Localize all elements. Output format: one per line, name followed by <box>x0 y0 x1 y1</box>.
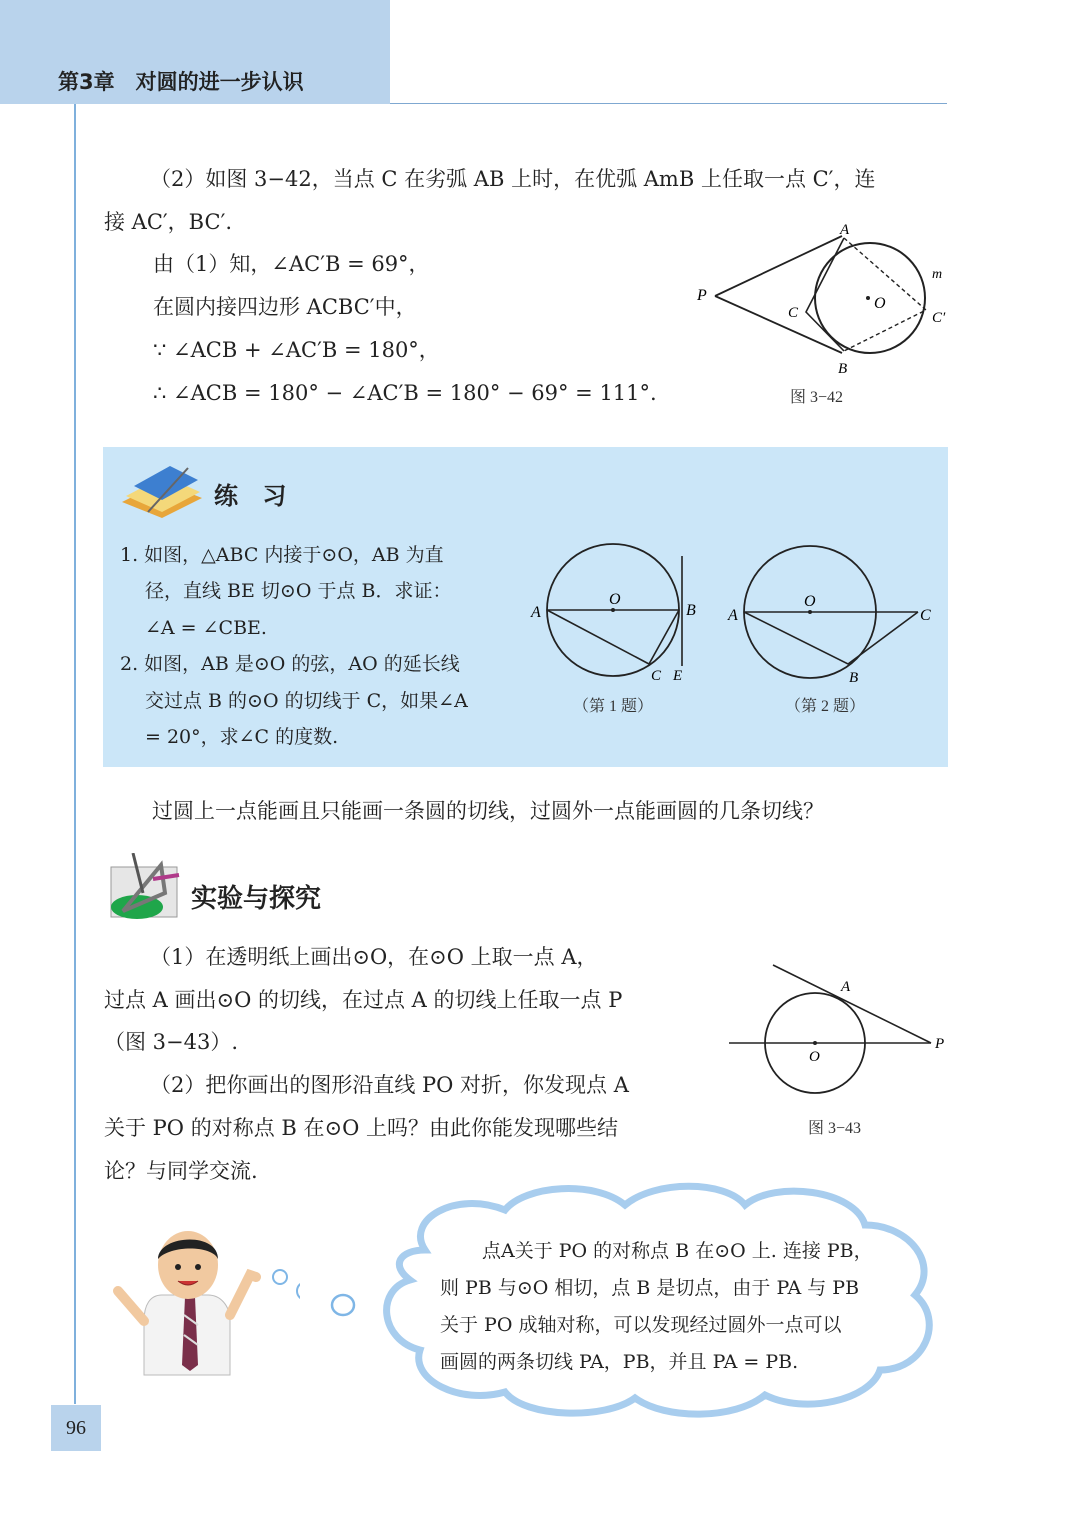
exercise-q2-line-1: 2. 如图，AB 是⊙O 的弦，AO 的延长线 <box>120 653 460 675</box>
ex1-label-o: O <box>609 591 621 608</box>
cloud-line-3: 关于 PO 成轴对称，可以发现经过圆外一点可以 <box>440 1314 842 1336</box>
cloud-line-1: 点A关于 PO 的对称点 B 在⊙O 上. 连接 PB， <box>482 1240 873 1262</box>
exercise-figure-1 <box>525 538 705 688</box>
fig342-label-a: A <box>840 222 850 238</box>
part2-line-6: ∴ ∠ACB = 180° − ∠AC′B = 180° − 69° = 111°. <box>153 381 657 405</box>
fig342-label-c-prime: C′ <box>932 310 946 326</box>
lab-line-6: 论？与同学交流. <box>104 1159 258 1183</box>
cloud-line-2: 则 PB 与⊙O 相切，点 B 是切点，由于 PA 与 PB <box>440 1277 860 1299</box>
geometry-tools-icon <box>103 853 183 923</box>
cloud-line-4: 画圆的两条切线 PA，PB，并且 PA = PB. <box>440 1351 799 1373</box>
fig342-label-b: B <box>838 361 848 377</box>
exercise-figure-2 <box>722 540 942 690</box>
ex2-label-c: C <box>920 607 931 624</box>
lab-line-5: 关于 PO 的对称点 B 在⊙O 上吗？由此你能发现哪些结 <box>104 1116 618 1140</box>
fig342-label-m: m <box>932 267 943 282</box>
ex1-label-a: A <box>531 604 541 621</box>
fig343-label-o: O <box>809 1049 820 1065</box>
fig343-label-a: A <box>841 979 851 995</box>
fig343-caption: 图 3−43 <box>808 1120 862 1137</box>
exercise-figure-2-caption: （第 2 题） <box>785 698 866 715</box>
book-icon <box>118 462 206 522</box>
exercise-q1-line-1: 1. 如图，△ABC 内接于⊙O，AB 为直 <box>120 544 444 566</box>
ex2-label-b: B <box>849 670 859 686</box>
boy-illustration <box>100 1225 300 1385</box>
lab-line-4: （2）把你画出的图形沿直线 PO 对折，你发现点 A <box>150 1073 629 1097</box>
part2-line-1: （2）如图 3−42，当点 C 在劣弧 AB 上时，在优弧 AmB 上任取一点 C′，连 <box>150 167 876 191</box>
fig342-tangent-pa <box>715 236 842 296</box>
exercise-q1-line-3: ∠A = ∠CBE. <box>145 617 267 639</box>
exercise-q2-line-2: 交过点 B 的⊙O 的切线于 C，如果∠A <box>145 690 468 712</box>
fig342-tangent-pb <box>715 296 842 353</box>
figure-3-42 <box>690 220 960 380</box>
page-number: 96 <box>51 1405 101 1451</box>
fig342-center-dot <box>866 296 870 300</box>
ex1-label-b: B <box>686 602 696 619</box>
lab-line-1: （1）在透明纸上画出⊙O，在⊙O 上取一点 A， <box>150 945 598 969</box>
fig342-label-p: P <box>697 287 707 304</box>
ex2-label-a: A <box>728 607 738 624</box>
fig342-label-o: O <box>874 295 886 312</box>
thought-bubble-dot <box>328 1290 358 1320</box>
margin-rule <box>74 104 76 1404</box>
chapter-title: 第3章 对圆的进一步认识 <box>58 70 304 94</box>
figure-3-43 <box>725 955 955 1105</box>
part2-line-4: 在圆内接四边形 ACBC′中， <box>153 295 417 319</box>
exercise-q2-line-3: = 20°，求∠C 的度数. <box>145 726 339 748</box>
exercise-figure-1-caption: （第 1 题） <box>573 698 654 715</box>
ex1-label-e: E <box>673 668 683 684</box>
lab-line-3: （图 3−43）. <box>104 1030 239 1054</box>
exercise-title: 练 习 <box>214 482 295 510</box>
ex1-label-c: C <box>651 668 662 684</box>
tangent-question: 过圆上一点能画且只能画一条圆的切线，过圆外一点能画圆的几条切线？ <box>152 799 824 823</box>
lab-section-title: 实验与探究 <box>191 884 322 914</box>
fig342-chords-acb <box>806 238 844 351</box>
exercise-q1-line-2: 径，直线 BE 切⊙O 于点 B．求证： <box>145 580 452 602</box>
ex2-label-o: O <box>804 593 816 610</box>
fig343-label-p: P <box>935 1036 945 1052</box>
part2-line-5: ∵ ∠ACB + ∠AC′B = 180°， <box>153 338 440 362</box>
lab-line-2: 过点 A 画出⊙O 的切线，在过点 A 的切线上任取一点 P <box>104 988 623 1012</box>
part2-line-3: 由（1）知，∠AC′B = 69°， <box>153 252 430 276</box>
fig342-caption: 图 3−42 <box>790 389 844 406</box>
header-divider <box>390 103 947 104</box>
fig342-label-c: C <box>788 305 799 321</box>
part2-line-2: 接 AC′，BC′. <box>104 210 233 234</box>
